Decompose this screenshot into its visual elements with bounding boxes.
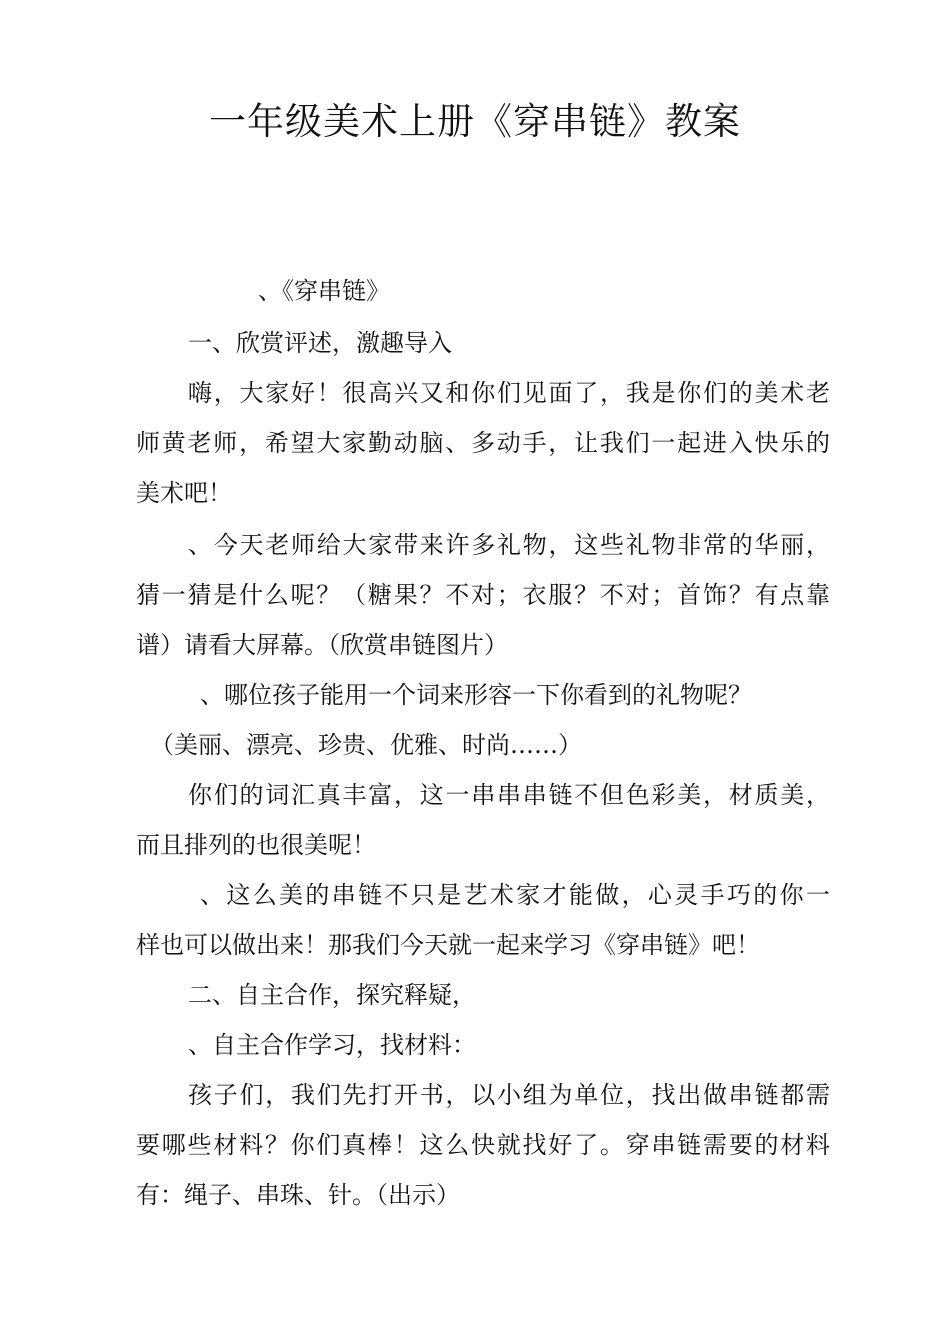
paragraph-line: （美丽、漂亮、珍贵、优雅、时尚……）	[150, 731, 582, 759]
paragraph-line: 谱）请看大屏幕。（欣赏串链图片）	[136, 631, 508, 659]
paragraph-line: 、今天老师给大家带来许多礼物，这些礼物非常的华丽，	[188, 531, 830, 559]
paragraph-line: 猜一猜是什么呢？（糖果？不对；衣服？不对；首饰？有点靠	[136, 581, 830, 609]
paragraph-line: 样也可以做出来！那我们今天就一起来学习《穿串链》吧！	[136, 931, 760, 959]
section-heading-line: 二、自主合作，探究释疑，	[188, 981, 476, 1009]
section-heading-line: 、自主合作学习，找材料：	[188, 1031, 476, 1059]
paragraph-line: 师黄老师，希望大家勤动脑、多动手，让我们一起进入快乐的	[136, 429, 830, 457]
paragraph-line: 美术吧！	[136, 479, 232, 507]
paragraph-line: 、哪位孩子能用一个词来形容一下你看到的礼物呢？	[200, 681, 752, 709]
paragraph-line: 你们的词汇真丰富，这一串串串链不但色彩美，材质美，	[188, 781, 830, 809]
section-heading-line: 一、欣赏评述，激趣导入	[188, 329, 452, 357]
paragraph-line: 孩子们，我们先打开书，以小组为单位，找出做串链都需	[188, 1081, 830, 1109]
paragraph-line: 要哪些材料？你们真棒！这么快就找好了。穿串链需要的材料	[136, 1131, 830, 1159]
paragraph-line: 、这么美的串链不只是艺术家才能做，心灵手巧的你一	[200, 881, 830, 909]
paragraph-line: 嗨，大家好！很高兴又和你们见面了，我是你们的美术老	[188, 379, 830, 407]
paragraph-line: 有：绳子、串珠、针。（出示）	[136, 1181, 460, 1209]
section-heading-line: 、《穿串链》	[258, 277, 390, 305]
paragraph-line: 而且排列的也很美呢！	[136, 831, 376, 859]
document-title: 一年级美术上册《穿串链》教案	[209, 100, 741, 143]
